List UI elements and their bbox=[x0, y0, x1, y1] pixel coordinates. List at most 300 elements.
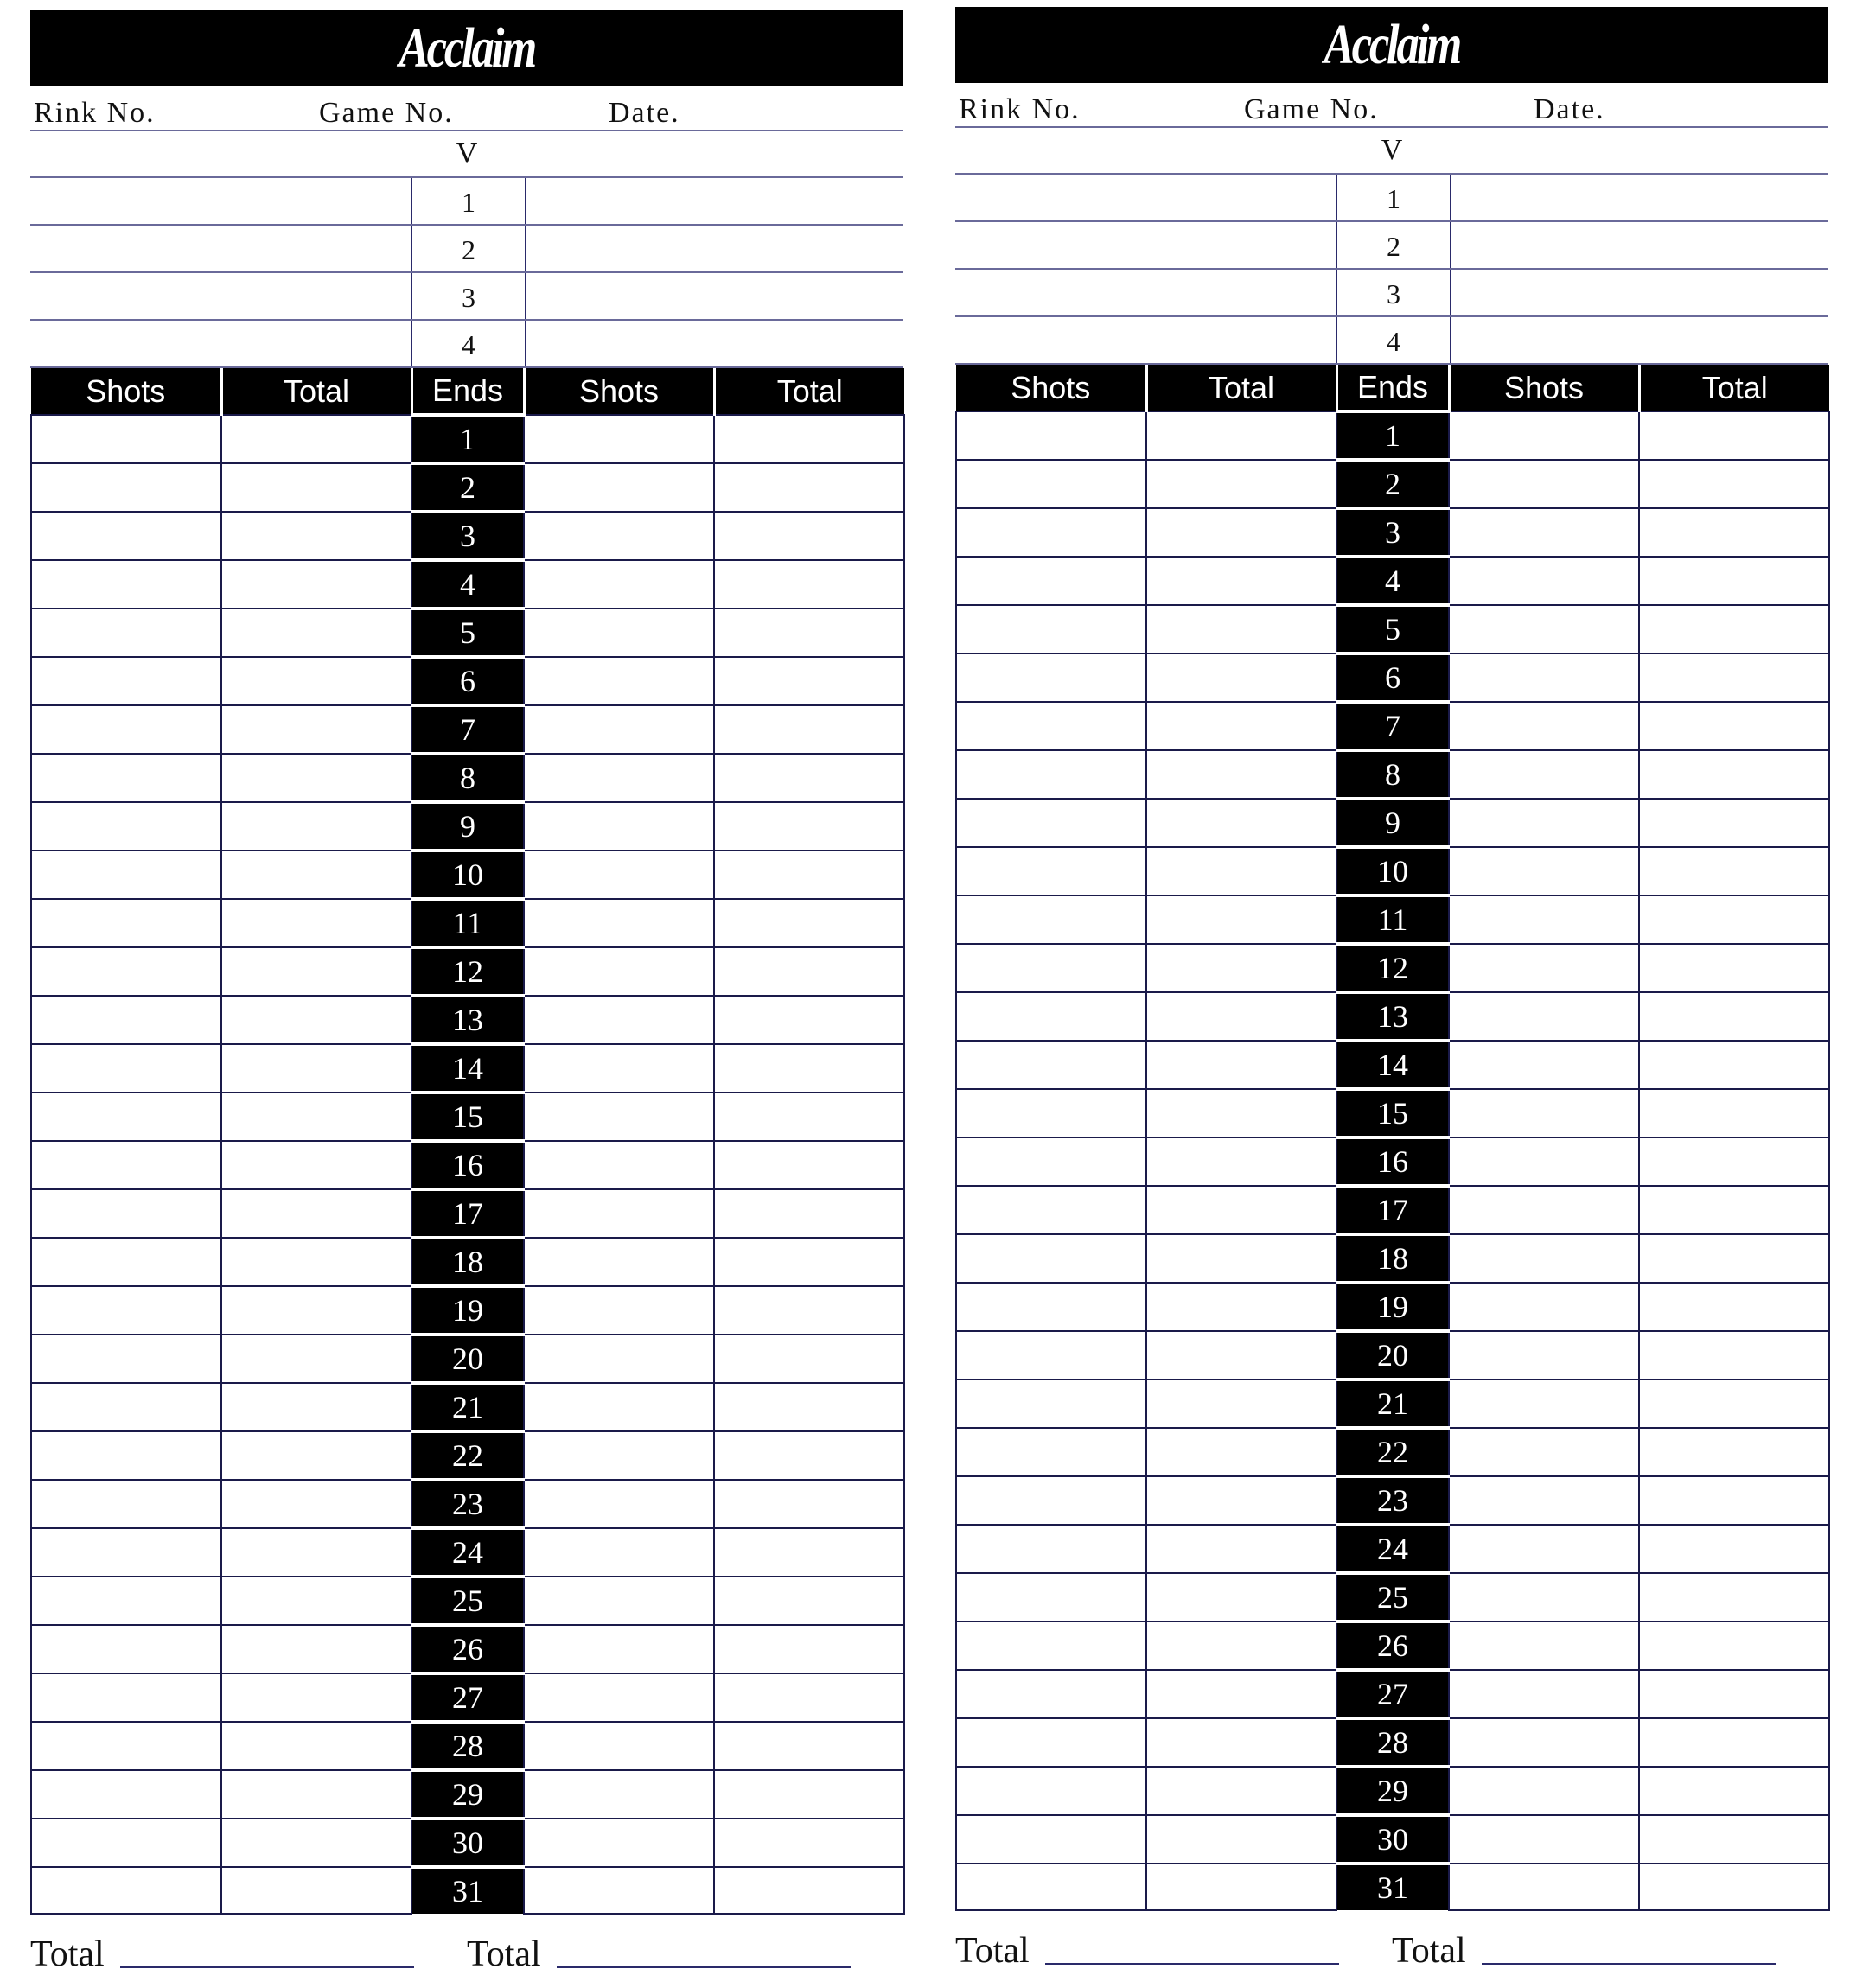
shots-cell-right[interactable] bbox=[1449, 1476, 1639, 1525]
total-cell-left[interactable] bbox=[221, 1238, 411, 1286]
total-cell-right[interactable] bbox=[1639, 1573, 1829, 1622]
shots-cell-left[interactable] bbox=[31, 899, 221, 947]
total-cell-right[interactable] bbox=[1639, 1525, 1829, 1573]
player-name-left[interactable] bbox=[30, 178, 411, 224]
total-cell-left[interactable] bbox=[1146, 1186, 1336, 1234]
player-name-left[interactable] bbox=[30, 321, 411, 366]
table-row bbox=[31, 560, 904, 609]
shots-cell-right[interactable] bbox=[1449, 1379, 1639, 1428]
total-input-left[interactable] bbox=[1045, 1963, 1339, 1965]
shots-cell-left[interactable] bbox=[956, 508, 1146, 557]
total-cell-left[interactable] bbox=[1146, 1283, 1336, 1331]
total-cell-left[interactable] bbox=[1146, 1428, 1336, 1476]
total-cell-left[interactable] bbox=[221, 1867, 411, 1914]
total-cell-left[interactable] bbox=[221, 705, 411, 754]
total-cell-left[interactable] bbox=[1146, 460, 1336, 508]
total-cell-left[interactable] bbox=[221, 1770, 411, 1819]
shots-cell-left[interactable] bbox=[956, 1718, 1146, 1767]
shots-cell-left[interactable] bbox=[956, 411, 1146, 460]
total-cell-right[interactable] bbox=[1639, 1815, 1829, 1864]
shots-cell-left[interactable] bbox=[956, 1767, 1146, 1815]
shots-cell-right[interactable] bbox=[524, 851, 714, 899]
total-cell-right[interactable] bbox=[1639, 1089, 1829, 1137]
total-cell-right[interactable] bbox=[1639, 944, 1829, 992]
total-cell-left[interactable] bbox=[221, 609, 411, 657]
table-row bbox=[956, 1331, 1829, 1379]
shots-cell-left[interactable] bbox=[31, 1141, 221, 1189]
shots-cell-right[interactable] bbox=[1449, 1041, 1639, 1089]
total-cell-left[interactable] bbox=[221, 1286, 411, 1335]
total-cell-left[interactable] bbox=[221, 1625, 411, 1673]
shots-cell-left[interactable] bbox=[31, 512, 221, 560]
shots-cell-right[interactable] bbox=[524, 1867, 714, 1914]
player-name-right[interactable] bbox=[526, 273, 903, 319]
shots-cell-left[interactable] bbox=[31, 1238, 221, 1286]
shots-cell-right[interactable] bbox=[1449, 460, 1639, 508]
total-cell-left[interactable] bbox=[221, 1141, 411, 1189]
total-cell-left[interactable] bbox=[1146, 1767, 1336, 1815]
total-cell-right[interactable] bbox=[1639, 1476, 1829, 1525]
shots-cell-right[interactable] bbox=[524, 1141, 714, 1189]
total-cell-right[interactable] bbox=[1639, 799, 1829, 847]
end-number: 19 bbox=[411, 1286, 524, 1335]
shots-cell-right[interactable] bbox=[1449, 1767, 1639, 1815]
total-cell-left[interactable] bbox=[221, 1673, 411, 1722]
shots-cell-right[interactable] bbox=[524, 996, 714, 1044]
shots-cell-right[interactable] bbox=[1449, 1815, 1639, 1864]
total-cell-right[interactable] bbox=[714, 1770, 904, 1819]
shots-cell-left[interactable] bbox=[956, 895, 1146, 944]
shots-cell-left[interactable] bbox=[31, 1625, 221, 1673]
player-name-left[interactable] bbox=[30, 273, 411, 319]
shots-cell-left[interactable] bbox=[31, 851, 221, 899]
shots-cell-left[interactable] bbox=[956, 1573, 1146, 1622]
date-field[interactable]: Date. bbox=[609, 97, 680, 129]
shots-cell-right[interactable] bbox=[524, 1577, 714, 1625]
total-cell-right[interactable] bbox=[714, 851, 904, 899]
total-cell-right[interactable] bbox=[714, 1722, 904, 1770]
total-cell-left[interactable] bbox=[221, 1093, 411, 1141]
total-cell-right[interactable] bbox=[714, 1673, 904, 1722]
shots-cell-right[interactable] bbox=[524, 560, 714, 609]
scorecard bbox=[30, 10, 903, 1975]
total-cell-right[interactable] bbox=[714, 1335, 904, 1383]
total-cell-left[interactable] bbox=[1146, 1041, 1336, 1089]
shots-cell-left[interactable] bbox=[31, 705, 221, 754]
shots-cell-left[interactable] bbox=[31, 560, 221, 609]
total-cell-right[interactable] bbox=[714, 705, 904, 754]
shots-cell-right[interactable] bbox=[1449, 508, 1639, 557]
total-cell-right[interactable] bbox=[1639, 605, 1829, 653]
shots-cell-left[interactable] bbox=[31, 996, 221, 1044]
table-row bbox=[31, 1480, 904, 1528]
shots-cell-left[interactable] bbox=[31, 1528, 221, 1577]
shots-cell-left[interactable] bbox=[956, 605, 1146, 653]
total-cell-left[interactable] bbox=[221, 1528, 411, 1577]
total-cell-right[interactable] bbox=[1639, 1718, 1829, 1767]
shots-cell-right[interactable] bbox=[1449, 1573, 1639, 1622]
total-cell-right[interactable] bbox=[714, 463, 904, 512]
total-input-left[interactable] bbox=[120, 1966, 414, 1968]
total-cell-left[interactable] bbox=[221, 754, 411, 802]
table-row bbox=[956, 1186, 1829, 1234]
shots-cell-right[interactable] bbox=[524, 1722, 714, 1770]
shots-cell-right[interactable] bbox=[1449, 895, 1639, 944]
end-number: 13 bbox=[411, 996, 524, 1044]
shots-cell-left[interactable] bbox=[956, 750, 1146, 799]
total-cell-right[interactable] bbox=[714, 1625, 904, 1673]
total-cell-left[interactable] bbox=[221, 657, 411, 705]
total-cell-right[interactable] bbox=[714, 947, 904, 996]
shots-cell-right[interactable] bbox=[1449, 847, 1639, 895]
total-cell-right[interactable] bbox=[1639, 557, 1829, 605]
total-input-right[interactable] bbox=[557, 1966, 851, 1968]
shots-cell-right[interactable] bbox=[524, 1528, 714, 1577]
total-cell-right[interactable] bbox=[714, 1141, 904, 1189]
shots-cell-left[interactable] bbox=[31, 1770, 221, 1819]
shots-cell-left[interactable] bbox=[31, 1335, 221, 1383]
total-cell-left[interactable] bbox=[1146, 1137, 1336, 1186]
column-header: Shots bbox=[524, 368, 714, 415]
shots-cell-left[interactable] bbox=[956, 1379, 1146, 1428]
shots-cell-left[interactable] bbox=[31, 657, 221, 705]
total-cell-left[interactable] bbox=[221, 1044, 411, 1093]
total-cell-left[interactable] bbox=[221, 560, 411, 609]
total-cell-left[interactable] bbox=[1146, 1331, 1336, 1379]
shots-cell-right[interactable] bbox=[524, 415, 714, 463]
total-cell-right[interactable] bbox=[1639, 702, 1829, 750]
player-name-left[interactable] bbox=[955, 270, 1336, 315]
shots-cell-right[interactable] bbox=[1449, 411, 1639, 460]
total-cell-left[interactable] bbox=[1146, 605, 1336, 653]
total-cell-right[interactable] bbox=[1639, 1186, 1829, 1234]
shots-cell-left[interactable] bbox=[956, 1525, 1146, 1573]
total-cell-right[interactable] bbox=[714, 1286, 904, 1335]
total-cell-right[interactable] bbox=[714, 899, 904, 947]
total-cell-left[interactable] bbox=[221, 802, 411, 851]
total-cell-left[interactable] bbox=[221, 1480, 411, 1528]
total-cell-right[interactable] bbox=[1639, 653, 1829, 702]
player-name-left[interactable] bbox=[955, 317, 1336, 363]
shots-cell-right[interactable] bbox=[1449, 653, 1639, 702]
shots-cell-left[interactable] bbox=[956, 1476, 1146, 1525]
end-number: 29 bbox=[1336, 1767, 1449, 1815]
total-cell-left[interactable] bbox=[1146, 944, 1336, 992]
total-cell-right[interactable] bbox=[714, 1093, 904, 1141]
shots-cell-left[interactable] bbox=[31, 1093, 221, 1141]
rink-number-field[interactable]: Rink No. bbox=[34, 97, 156, 129]
total-cell-right[interactable] bbox=[714, 609, 904, 657]
table-row bbox=[31, 512, 904, 560]
shots-cell-right[interactable] bbox=[524, 1335, 714, 1383]
total-cell-right[interactable] bbox=[714, 802, 904, 851]
table-row bbox=[31, 754, 904, 802]
total-cell-left[interactable] bbox=[1146, 653, 1336, 702]
shots-cell-right[interactable] bbox=[1449, 799, 1639, 847]
shots-cell-left[interactable] bbox=[31, 1577, 221, 1625]
shots-cell-left[interactable] bbox=[31, 1044, 221, 1093]
total-cell-right[interactable] bbox=[1639, 1379, 1829, 1428]
shots-cell-left[interactable] bbox=[956, 1137, 1146, 1186]
total-cell-left[interactable] bbox=[1146, 1670, 1336, 1718]
shots-cell-right[interactable] bbox=[524, 1044, 714, 1093]
shots-cell-left[interactable] bbox=[956, 1864, 1146, 1910]
total-cell-right[interactable] bbox=[714, 415, 904, 463]
total-cell-right[interactable] bbox=[714, 996, 904, 1044]
shots-cell-left[interactable] bbox=[31, 1383, 221, 1431]
total-cell-right[interactable] bbox=[714, 1431, 904, 1480]
shots-cell-left[interactable] bbox=[31, 1867, 221, 1914]
total-cell-right[interactable] bbox=[714, 560, 904, 609]
shots-cell-left[interactable] bbox=[956, 1622, 1146, 1670]
shots-cell-right[interactable] bbox=[1449, 1525, 1639, 1573]
shots-cell-left[interactable] bbox=[956, 1331, 1146, 1379]
total-cell-right[interactable] bbox=[714, 657, 904, 705]
shots-cell-left[interactable] bbox=[31, 1480, 221, 1528]
total-cell-right[interactable] bbox=[714, 1528, 904, 1577]
total-cell-right[interactable] bbox=[714, 1819, 904, 1867]
shots-cell-left[interactable] bbox=[956, 1283, 1146, 1331]
total-cell-left[interactable] bbox=[1146, 1379, 1336, 1428]
shots-cell-left[interactable] bbox=[31, 1286, 221, 1335]
total-cell-left[interactable] bbox=[221, 463, 411, 512]
end-number: 20 bbox=[1336, 1331, 1449, 1379]
total-cell-left[interactable] bbox=[1146, 1864, 1336, 1910]
total-cell-right[interactable] bbox=[714, 1577, 904, 1625]
shots-cell-left[interactable] bbox=[956, 653, 1146, 702]
total-cell-left[interactable] bbox=[221, 512, 411, 560]
shots-cell-right[interactable] bbox=[524, 1673, 714, 1722]
total-cell-right[interactable] bbox=[714, 512, 904, 560]
player-name-left[interactable] bbox=[955, 222, 1336, 268]
total-cell-left[interactable] bbox=[1146, 750, 1336, 799]
shots-cell-left[interactable] bbox=[956, 460, 1146, 508]
shots-cell-left[interactable] bbox=[31, 1819, 221, 1867]
player-name-right[interactable] bbox=[526, 178, 903, 224]
end-number: 18 bbox=[411, 1238, 524, 1286]
shots-cell-left[interactable] bbox=[31, 947, 221, 996]
table-row bbox=[956, 1041, 1829, 1089]
shots-cell-right[interactable] bbox=[1449, 750, 1639, 799]
shots-cell-left[interactable] bbox=[956, 944, 1146, 992]
shots-cell-right[interactable] bbox=[1449, 1718, 1639, 1767]
total-cell-left[interactable] bbox=[221, 1577, 411, 1625]
total-cell-left[interactable] bbox=[221, 1383, 411, 1431]
total-cell-right[interactable] bbox=[1639, 1331, 1829, 1379]
shots-cell-right[interactable] bbox=[1449, 1089, 1639, 1137]
shots-cell-right[interactable] bbox=[1449, 1428, 1639, 1476]
total-cell-right[interactable] bbox=[714, 1867, 904, 1914]
total-cell-left[interactable] bbox=[221, 1819, 411, 1867]
total-cell-left[interactable] bbox=[221, 1431, 411, 1480]
shots-cell-right[interactable] bbox=[524, 1625, 714, 1673]
shots-cell-right[interactable] bbox=[1449, 992, 1639, 1041]
shots-cell-left[interactable] bbox=[956, 557, 1146, 605]
shots-cell-right[interactable] bbox=[524, 1286, 714, 1335]
player-name-right[interactable] bbox=[1451, 270, 1828, 315]
total-cell-right[interactable] bbox=[714, 1383, 904, 1431]
total-cell-left[interactable] bbox=[1146, 895, 1336, 944]
rink-number-field[interactable]: Rink No. bbox=[959, 93, 1081, 125]
total-cell-right[interactable] bbox=[714, 1480, 904, 1528]
player-name-right[interactable] bbox=[1451, 175, 1828, 220]
shots-cell-right[interactable] bbox=[524, 802, 714, 851]
shots-cell-right[interactable] bbox=[1449, 702, 1639, 750]
total-cell-left[interactable] bbox=[1146, 992, 1336, 1041]
table-row bbox=[956, 847, 1829, 895]
shots-cell-left[interactable] bbox=[31, 754, 221, 802]
shots-cell-right[interactable] bbox=[524, 1238, 714, 1286]
total-cell-right[interactable] bbox=[1639, 1670, 1829, 1718]
player-name-left[interactable] bbox=[955, 175, 1336, 220]
total-cell-right[interactable] bbox=[1639, 1234, 1829, 1283]
total-cell-left[interactable] bbox=[1146, 508, 1336, 557]
total-cell-left[interactable] bbox=[221, 1189, 411, 1238]
shots-cell-right[interactable] bbox=[1449, 1864, 1639, 1910]
shots-cell-right[interactable] bbox=[524, 512, 714, 560]
player-name-right[interactable] bbox=[526, 321, 903, 366]
date-field[interactable]: Date. bbox=[1534, 93, 1605, 125]
total-cell-right[interactable] bbox=[1639, 1041, 1829, 1089]
total-cell-right[interactable] bbox=[1639, 1137, 1829, 1186]
shots-cell-left[interactable] bbox=[31, 1722, 221, 1770]
total-cell-left[interactable] bbox=[221, 415, 411, 463]
total-cell-right[interactable] bbox=[1639, 992, 1829, 1041]
total-cell-left[interactable] bbox=[1146, 1815, 1336, 1864]
player-position: 4 bbox=[411, 321, 526, 366]
total-cell-left[interactable] bbox=[1146, 702, 1336, 750]
shots-cell-right[interactable] bbox=[524, 1431, 714, 1480]
total-cell-right[interactable] bbox=[714, 1189, 904, 1238]
total-cell-right[interactable] bbox=[714, 754, 904, 802]
total-cell-right[interactable] bbox=[1639, 411, 1829, 460]
total-cell-right[interactable] bbox=[1639, 1428, 1829, 1476]
shots-cell-right[interactable] bbox=[524, 1093, 714, 1141]
shots-cell-right[interactable] bbox=[524, 1383, 714, 1431]
total-cell-right[interactable] bbox=[1639, 750, 1829, 799]
shots-cell-right[interactable] bbox=[524, 1480, 714, 1528]
total-cell-left[interactable] bbox=[221, 851, 411, 899]
total-cell-left[interactable] bbox=[221, 899, 411, 947]
total-cell-left[interactable] bbox=[1146, 1089, 1336, 1137]
shots-cell-left[interactable] bbox=[956, 1428, 1146, 1476]
shots-cell-right[interactable] bbox=[1449, 944, 1639, 992]
total-cell-right[interactable] bbox=[714, 1238, 904, 1286]
shots-cell-right[interactable] bbox=[524, 754, 714, 802]
total-cell-right[interactable] bbox=[1639, 460, 1829, 508]
end-number: 26 bbox=[1336, 1622, 1449, 1670]
shots-cell-left[interactable] bbox=[956, 1234, 1146, 1283]
total-cell-left[interactable] bbox=[221, 996, 411, 1044]
shots-cell-right[interactable] bbox=[1449, 557, 1639, 605]
shots-cell-right[interactable] bbox=[1449, 1670, 1639, 1718]
shots-cell-left[interactable] bbox=[956, 1089, 1146, 1137]
shots-cell-right[interactable] bbox=[1449, 605, 1639, 653]
shots-cell-left[interactable] bbox=[956, 702, 1146, 750]
total-cell-right[interactable] bbox=[1639, 895, 1829, 944]
shots-cell-right[interactable] bbox=[524, 705, 714, 754]
total-cell-left[interactable] bbox=[1146, 847, 1336, 895]
shots-cell-left[interactable] bbox=[956, 1670, 1146, 1718]
end-number: 25 bbox=[1336, 1573, 1449, 1622]
total-cell-right[interactable] bbox=[1639, 1283, 1829, 1331]
total-cell-left[interactable] bbox=[1146, 1622, 1336, 1670]
end-number: 1 bbox=[411, 415, 524, 463]
shots-cell-left[interactable] bbox=[956, 799, 1146, 847]
total-cell-left[interactable] bbox=[1146, 1476, 1336, 1525]
shots-cell-left[interactable] bbox=[31, 463, 221, 512]
shots-cell-right[interactable] bbox=[1449, 1283, 1639, 1331]
shots-cell-right[interactable] bbox=[1449, 1186, 1639, 1234]
shots-cell-left[interactable] bbox=[31, 415, 221, 463]
shots-cell-left[interactable] bbox=[31, 1189, 221, 1238]
shots-cell-right[interactable] bbox=[1449, 1331, 1639, 1379]
total-cell-right[interactable] bbox=[1639, 1864, 1829, 1910]
shots-cell-right[interactable] bbox=[524, 899, 714, 947]
total-cell-left[interactable] bbox=[1146, 1718, 1336, 1767]
shots-cell-right[interactable] bbox=[524, 609, 714, 657]
shots-cell-left[interactable] bbox=[956, 1815, 1146, 1864]
player-name-left[interactable] bbox=[30, 226, 411, 271]
total-cell-right[interactable] bbox=[1639, 1767, 1829, 1815]
table-row bbox=[956, 653, 1829, 702]
total-cell-left[interactable] bbox=[221, 1335, 411, 1383]
end-number: 4 bbox=[411, 560, 524, 609]
total-cell-right[interactable] bbox=[1639, 1622, 1829, 1670]
player-name-right[interactable] bbox=[1451, 317, 1828, 363]
table-row bbox=[956, 1670, 1829, 1718]
total-cell-left[interactable] bbox=[1146, 1573, 1336, 1622]
shots-cell-left[interactable] bbox=[956, 847, 1146, 895]
total-input-right[interactable] bbox=[1482, 1963, 1776, 1965]
shots-cell-right[interactable] bbox=[524, 463, 714, 512]
total-cell-right[interactable] bbox=[1639, 508, 1829, 557]
player-name-right[interactable] bbox=[1451, 222, 1828, 268]
shots-cell-left[interactable] bbox=[31, 1431, 221, 1480]
player-name-right[interactable] bbox=[526, 226, 903, 271]
game-number-field[interactable]: Game No. bbox=[319, 97, 454, 129]
total-cell-right[interactable] bbox=[714, 1044, 904, 1093]
end-number: 2 bbox=[1336, 460, 1449, 508]
shots-cell-right[interactable] bbox=[524, 1819, 714, 1867]
shots-cell-right[interactable] bbox=[524, 657, 714, 705]
table-row bbox=[31, 1044, 904, 1093]
shots-cell-right[interactable] bbox=[524, 1770, 714, 1819]
shots-cell-left[interactable] bbox=[956, 1041, 1146, 1089]
total-cell-left[interactable] bbox=[1146, 1234, 1336, 1283]
shots-cell-right[interactable] bbox=[1449, 1622, 1639, 1670]
total-cell-left[interactable] bbox=[221, 1722, 411, 1770]
total-cell-left[interactable] bbox=[221, 947, 411, 996]
shots-cell-left[interactable] bbox=[956, 1186, 1146, 1234]
table-row bbox=[956, 1525, 1829, 1573]
total-cell-left[interactable] bbox=[1146, 799, 1336, 847]
shots-cell-right[interactable] bbox=[524, 947, 714, 996]
total-cell-left[interactable] bbox=[1146, 411, 1336, 460]
shots-cell-right[interactable] bbox=[524, 1189, 714, 1238]
shots-cell-left[interactable] bbox=[31, 1673, 221, 1722]
game-number-field[interactable]: Game No. bbox=[1244, 93, 1379, 125]
total-cell-left[interactable] bbox=[1146, 1525, 1336, 1573]
shots-cell-left[interactable] bbox=[31, 802, 221, 851]
shots-cell-left[interactable] bbox=[956, 992, 1146, 1041]
shots-cell-right[interactable] bbox=[1449, 1137, 1639, 1186]
total-cell-right[interactable] bbox=[1639, 847, 1829, 895]
total-cell-left[interactable] bbox=[1146, 557, 1336, 605]
shots-cell-left[interactable] bbox=[31, 609, 221, 657]
shots-cell-right[interactable] bbox=[1449, 1234, 1639, 1283]
table-row bbox=[956, 557, 1829, 605]
